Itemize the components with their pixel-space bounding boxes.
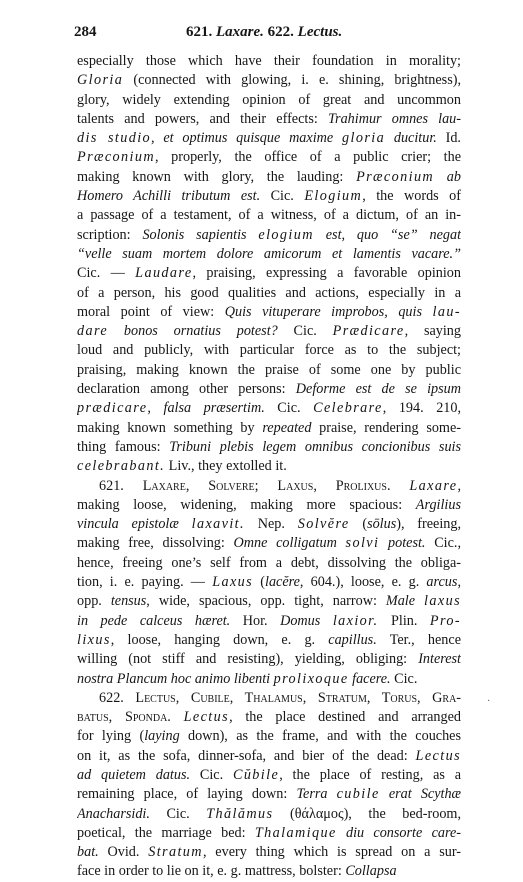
text-line: dare bonos ornatius potest? Cic. Prædicare, saying: [77, 323, 461, 340]
text-line: remaining place, of laying down: Terra cubile erat Scythæ: [77, 786, 461, 803]
text-line: 621. Laxare, Solvere; Laxus, Prolixus. Laxare,: [99, 477, 461, 494]
text-line: face in order to lie on it, e. g. mattress, bolster: Collapsa: [77, 863, 397, 880]
running-title: 621. Laxare. 622. Lectus.: [186, 24, 343, 40]
text-line: for lying (laying down), as the frame, and with the couches: [77, 728, 461, 745]
text-line: talents and powers, and their effects: Trahimur omnes lau-: [77, 110, 461, 127]
text-line: 622. Lectus, Cubile, Thalamus, Stratum, Torus, Gra-: [99, 689, 461, 706]
text-line: praising, making known the praise of some one by public: [77, 361, 461, 378]
text-line: of a person, his good qualities and actions, especially in a: [77, 284, 461, 301]
text-line: tion, i. e. paying. — Laxus (lacĕre, 604.), loose, e. g. arcus,: [77, 574, 461, 591]
text-line: making loose, widening, making more spacious: Argilius: [77, 496, 461, 513]
text-line: Cic. — Laudare, praising, expressing a favorable opinion: [77, 265, 461, 282]
text-line: Præconium, properly, the office of a public crier; the: [77, 149, 461, 166]
text-line: poetical, the marriage bed: Thalamique diu consorte care-: [77, 824, 461, 841]
text-line: celebrabant. Liv., they extolled it.: [77, 458, 287, 475]
text-line: especially those which have their foundation in morality;: [77, 53, 461, 69]
text-line: making known with glory, the lauding: Præconium ab: [77, 168, 461, 185]
text-line: glory, widely extending opinion of great and uncommon: [77, 91, 461, 108]
text-line: lixus, loose, hanging down, e. g. capillus. Ter., hence: [77, 631, 461, 648]
text-line: Gloria (connected with glowing, i. e. shining, brightness),: [77, 72, 461, 89]
body-text: [77, 52, 461, 882]
text-line: batus, Sponda. Lectus, the place destined and arranged: [77, 709, 461, 726]
text-line: moral point of view: Quis vituperare improbos, quis lau-: [77, 303, 461, 320]
text-line: Anacharsidi. Cic. Thălămus (θάλαμος), the bed-room,: [77, 805, 461, 822]
text-line: a passage of a testament, of a witness, of a dictum, of an in-: [77, 207, 461, 224]
page-number: 284: [74, 24, 97, 40]
text-line: scription: Solonis sapientis elogium est, quo “se” negat: [77, 226, 461, 243]
text-line: prædicare, falsa præsertim. Cic. Celebrare, 194. 210,: [77, 400, 461, 417]
text-line: vincula epistolæ laxavit. Nep. Solvĕre (sōlus), freeing,: [77, 516, 461, 533]
page-header: [74, 24, 458, 46]
text-line: making known something by repeated praise, rendering some-: [77, 419, 461, 436]
text-line: Homero Achilli tributum est. Cic. Elogium, the words of: [77, 188, 461, 205]
text-line: hence, freeing one’s self from a debt, dissolving the obliga-: [77, 554, 461, 571]
text-line: willing (not stiff and resisting), yielding, obliging: Interest: [77, 651, 461, 668]
text-line: bat. Ovid. Stratum, every thing which is spread on a sur-: [77, 844, 461, 861]
text-line: declaration among other persons: Deforme est de se ipsum: [77, 381, 461, 398]
text-line: making free, dissolving: Omne colligatum solvi potest. Cic.,: [77, 535, 461, 552]
text-line: opp. tensus, wide, spacious, opp. tight, narrow: Male laxus: [77, 593, 461, 610]
text-line: in pede calceus hæret. Hor. Domus laxior. Plin. Pro-: [77, 612, 461, 629]
text-line: on it, as the sofa, dinner-sofa, and bier of the dead: Lectus: [77, 747, 461, 764]
text-line: ad quietem datus. Cic. Cŭbile, the place of resting, as a: [77, 766, 461, 783]
text-line: dis studio, et optimus quisque maxime gloria ducitur. Id.: [77, 130, 461, 147]
text-line: loud and publicly, with particular force as to the subject;: [77, 342, 461, 359]
margin-mark: ·: [487, 696, 491, 707]
text-line: “velle suam mortem dolore amicorum et lamentis vacare.”: [77, 245, 461, 262]
text-line: thing famous: Tribuni plebis legem omnibus concionibus suis: [77, 438, 461, 455]
text-line: nostra Plancum hoc animo libenti prolixoque facere. Cic.: [77, 670, 418, 687]
